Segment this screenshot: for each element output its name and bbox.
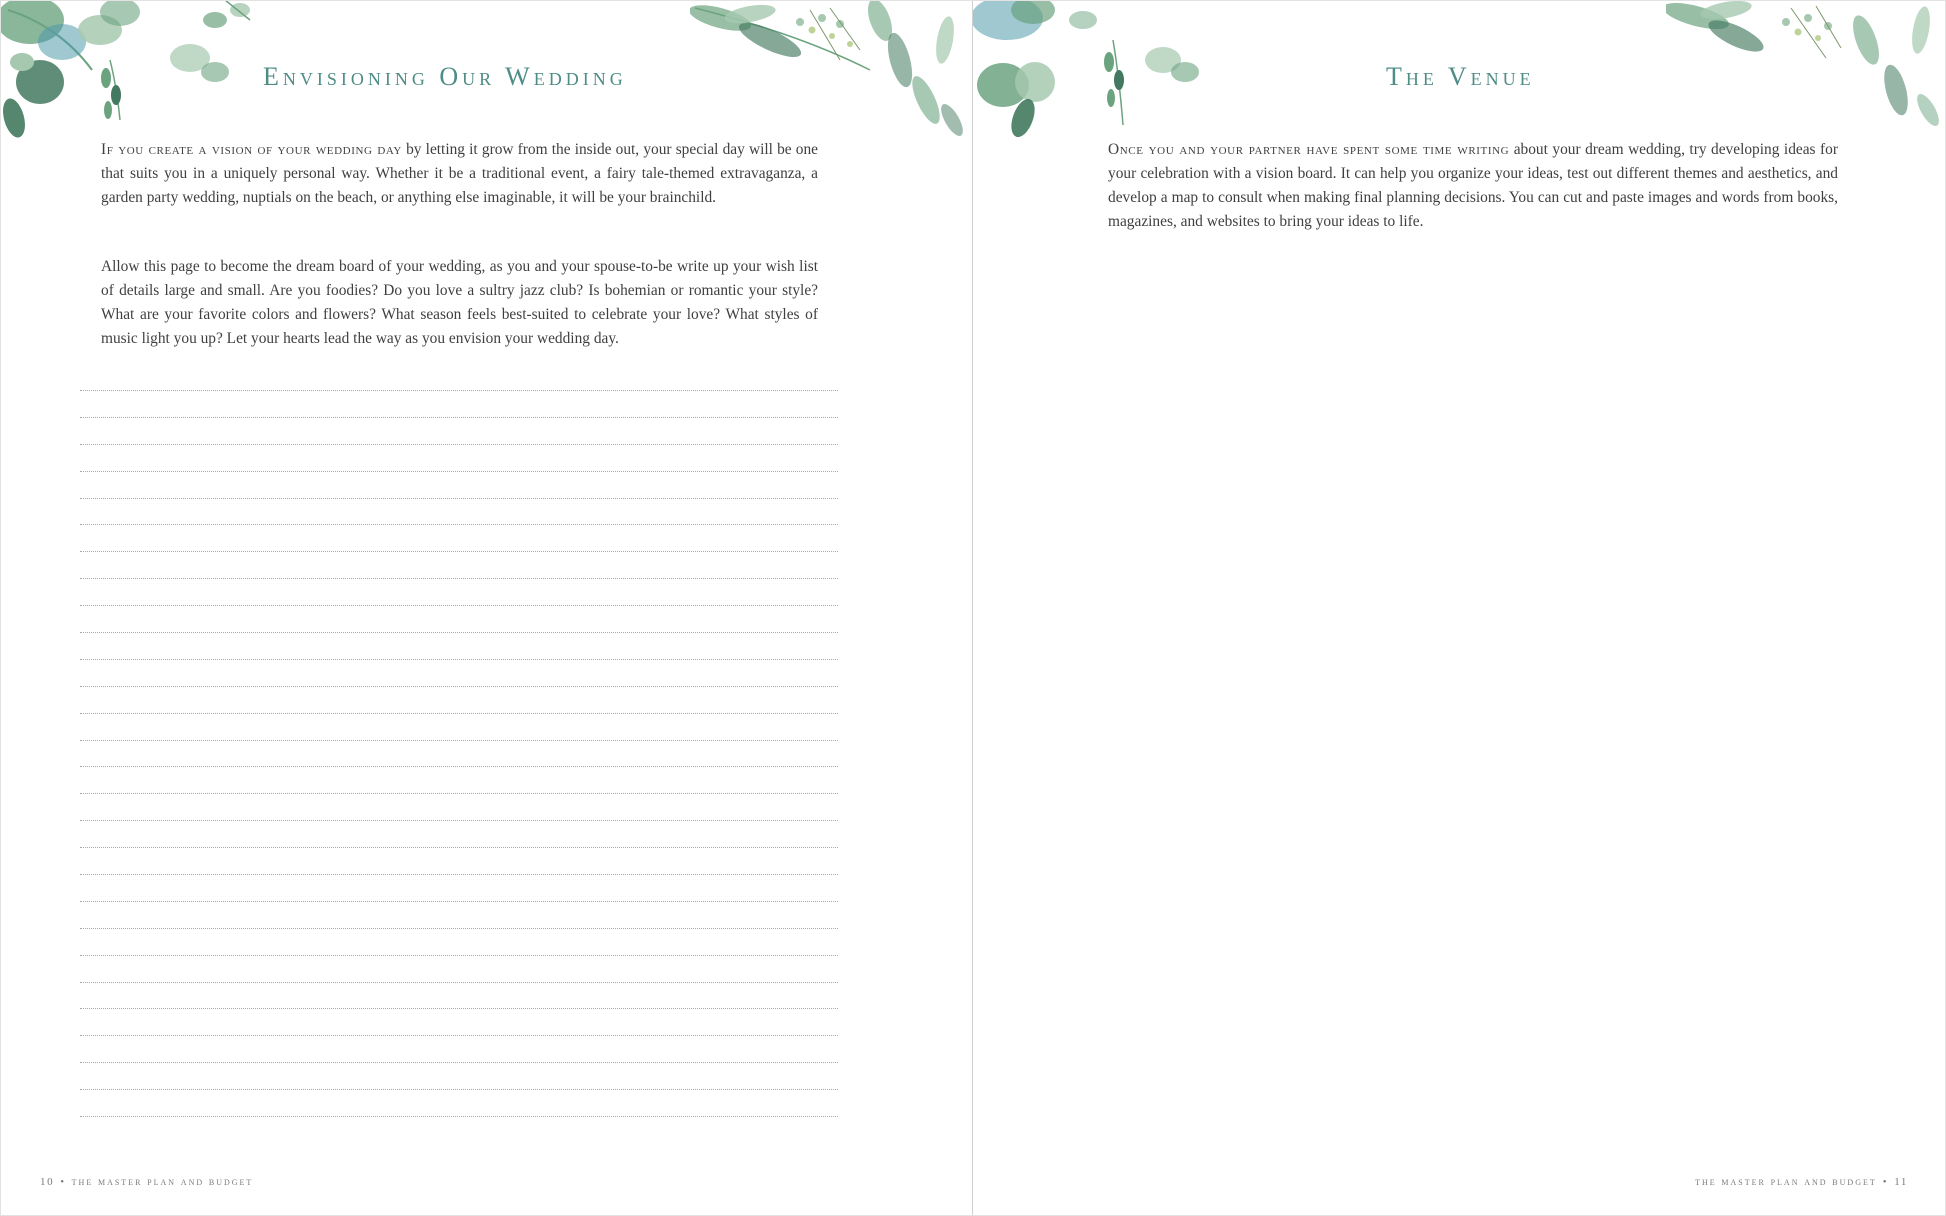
writing-line[interactable] <box>80 524 838 525</box>
dream-board-paragraph: Allow this page to become the dream board of your wedding, as you and your spouse-to-be write up your wish list of details large and small. Are you foodies? Do you love a sultry jazz club? Is bohemian or romantic your style? What are your favorite colors and flowers? What season feels best-suited to celebrate your love? What styles of music light you up? Let your hearts lead the way as you envision your wedding day. <box>101 258 818 347</box>
writing-line[interactable] <box>80 847 838 848</box>
writing-line[interactable] <box>80 659 838 660</box>
writing-line[interactable] <box>80 740 838 741</box>
greenery-sprigs-illustration <box>1666 0 1946 150</box>
writing-area[interactable] <box>80 390 838 1143</box>
writing-line[interactable] <box>80 793 838 794</box>
writing-line[interactable] <box>80 1062 838 1063</box>
writing-line[interactable] <box>80 1089 838 1090</box>
writing-line[interactable] <box>80 1035 838 1036</box>
writing-line[interactable] <box>80 1116 838 1117</box>
writing-line[interactable] <box>80 874 838 875</box>
intro-body: by letting it grow from the inside out, your special day will be one that suits you in a uniquely personal way. Whether it be a traditional event, a fairy tale-themed extravaganza, a garden party wedding, nuptials on the beach, or anything else imaginable, it will be your brainchild. <box>101 141 818 206</box>
writing-line[interactable] <box>80 928 838 929</box>
footer-section-title: the master plan and budget <box>1695 1176 1877 1188</box>
writing-line[interactable] <box>80 444 838 445</box>
writing-line[interactable] <box>80 1008 838 1009</box>
page-title: The Venue <box>1386 62 1535 91</box>
intro-lead-in: If you create a vision of your wedding day <box>101 141 402 158</box>
footer-bullet: • <box>60 1176 66 1188</box>
writing-line[interactable] <box>80 578 838 579</box>
writing-line[interactable] <box>80 390 838 391</box>
writing-line[interactable] <box>80 766 838 767</box>
intro-paragraph <box>101 138 818 210</box>
writing-line[interactable] <box>80 605 838 606</box>
writing-line[interactable] <box>80 632 838 633</box>
intro-body: about your dream wedding, try developing ideas for your celebration with a vision board. It can help you organize your ideas, test out different themes and aesthetics, and develop a map to consult when making final planning decisions. You can cut and paste images and words from books, magazines, and websites to bring your ideas to life. <box>1108 141 1838 230</box>
greenery-sprigs-illustration <box>690 0 972 150</box>
page-number: 11 <box>1894 1176 1908 1188</box>
writing-line[interactable] <box>80 901 838 902</box>
writing-line[interactable] <box>80 471 838 472</box>
intro-paragraph <box>1108 138 1838 234</box>
eucalyptus-leaves-illustration <box>973 0 1233 150</box>
eucalyptus-leaves-illustration <box>0 0 260 150</box>
footer-section-title: the master plan and budget <box>71 1176 254 1188</box>
writing-line[interactable] <box>80 713 838 714</box>
writing-line[interactable] <box>80 498 838 499</box>
intro-lead-in: Once you and your partner have spent some time writing <box>1108 141 1510 158</box>
writing-line[interactable] <box>80 417 838 418</box>
left-page <box>0 0 972 1216</box>
writing-line[interactable] <box>80 686 838 687</box>
writing-line[interactable] <box>80 955 838 956</box>
right-page <box>973 0 1946 1216</box>
writing-line[interactable] <box>80 551 838 552</box>
page-footer <box>40 1176 253 1188</box>
footer-bullet: • <box>1882 1176 1889 1188</box>
writing-line[interactable] <box>80 820 838 821</box>
page-title: Envisioning Our Wedding <box>263 62 627 91</box>
page-number: 10 <box>40 1176 55 1188</box>
page-footer <box>1695 1176 1908 1188</box>
writing-line[interactable] <box>80 982 838 983</box>
